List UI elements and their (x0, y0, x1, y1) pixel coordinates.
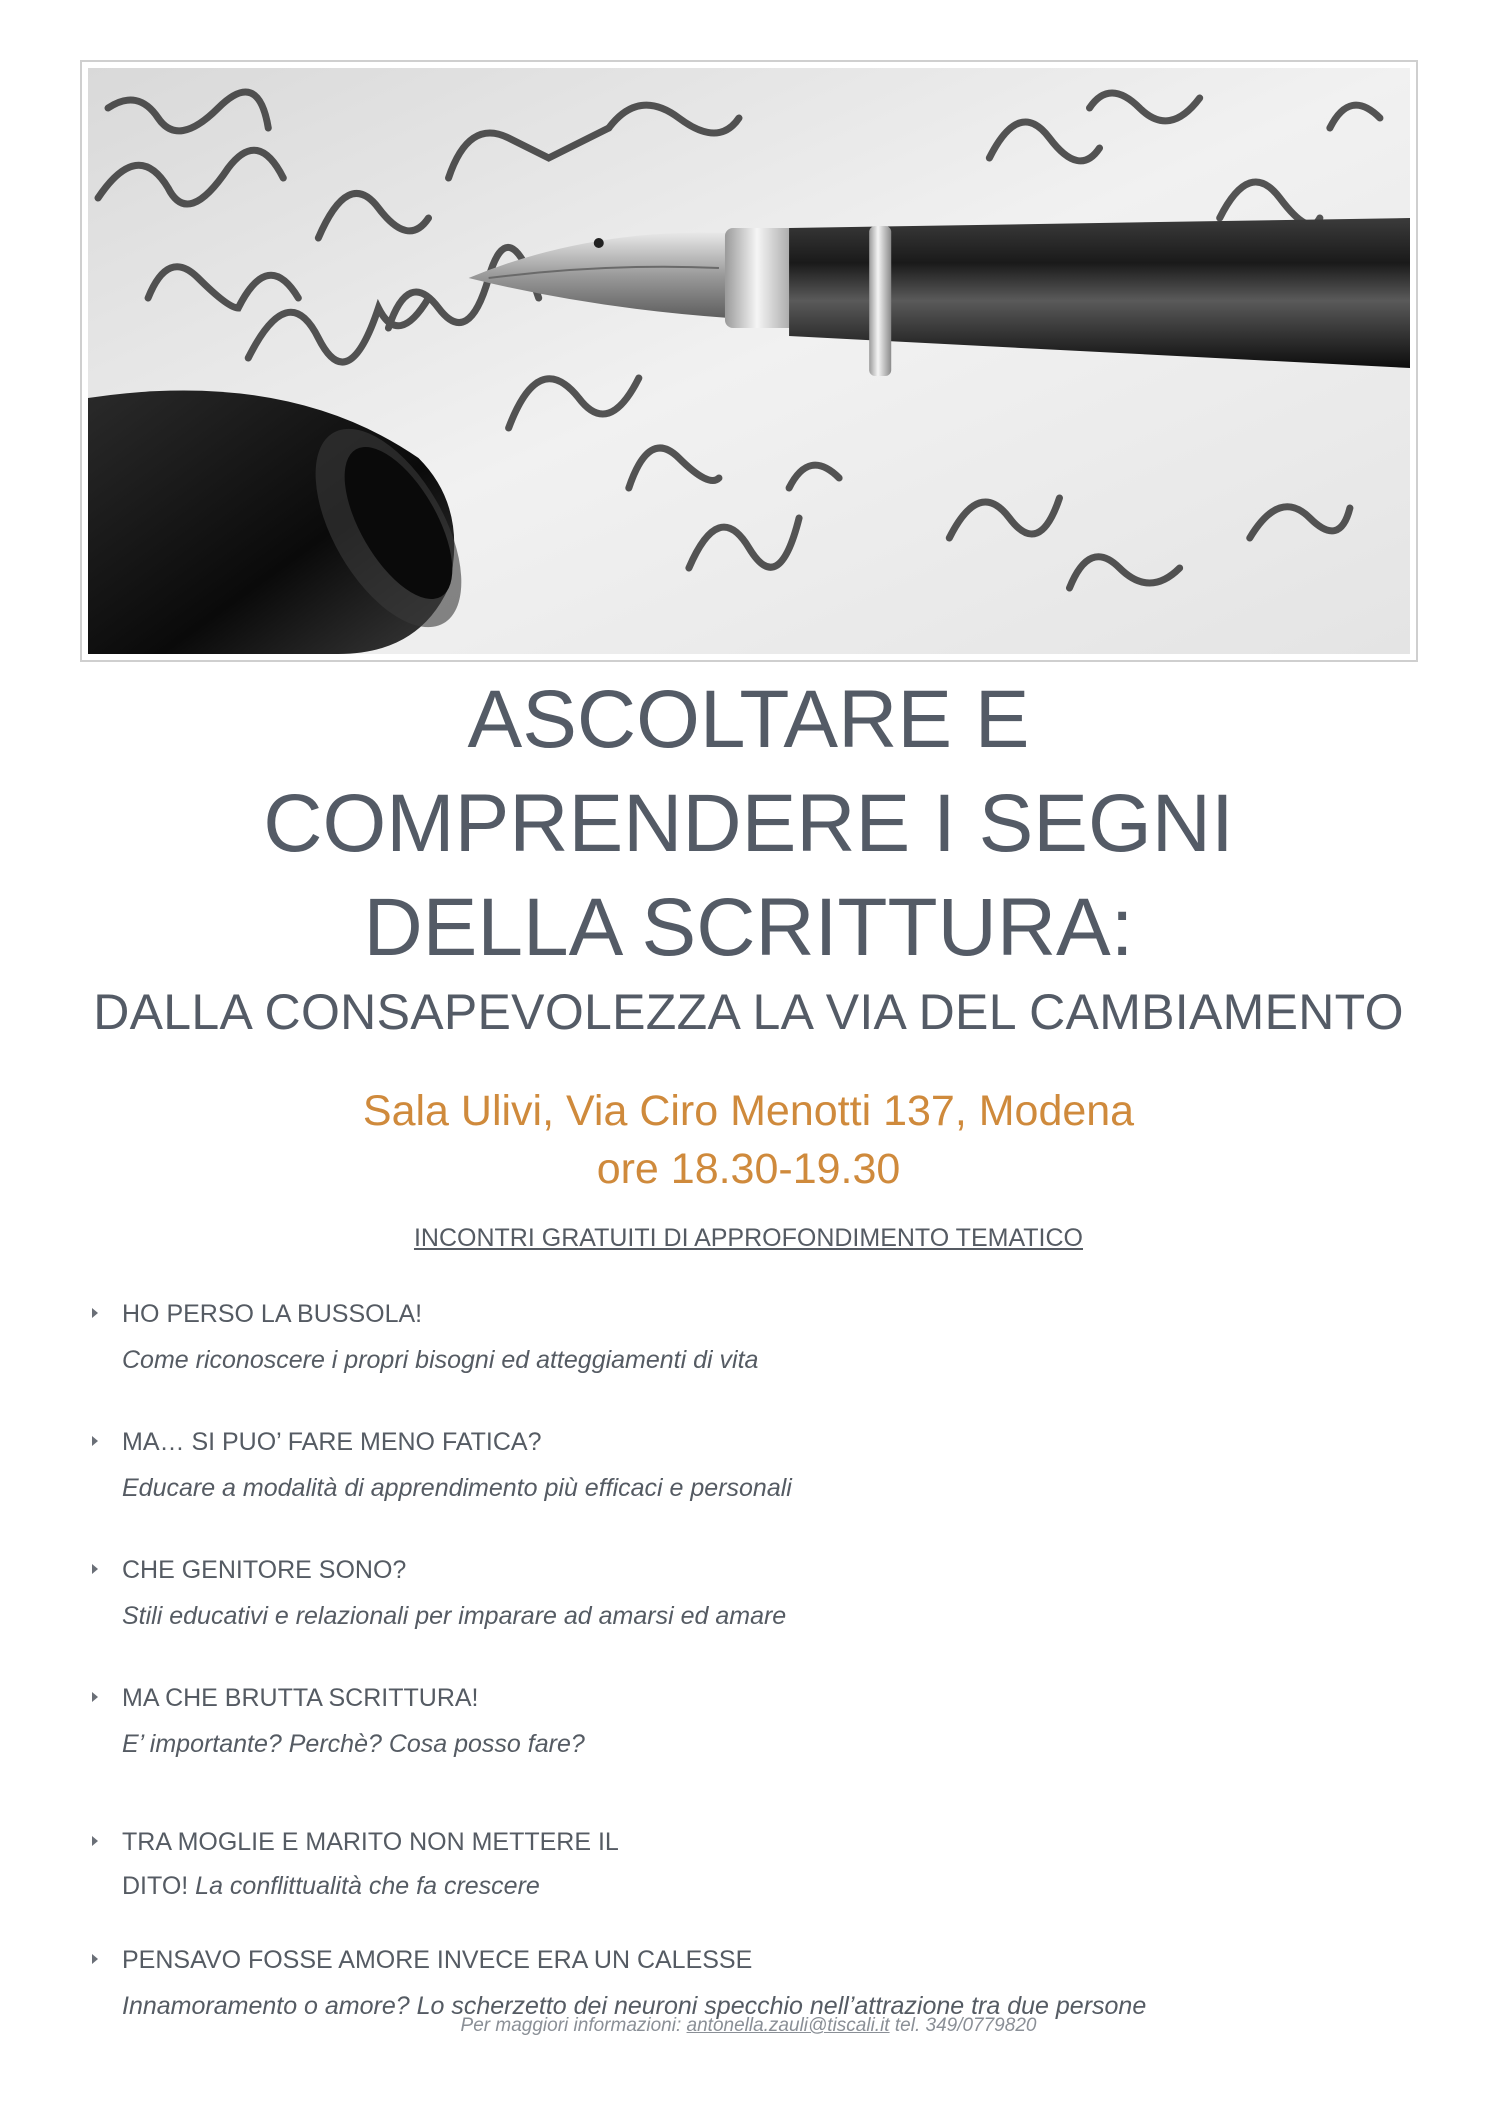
title-line-2: COMPRENDERE I SEGNI (263, 778, 1234, 869)
topic-description: Innamoramento o amore? Lo scherzetto dei neuroni specchio nell’attrazione tra due persone (122, 1992, 1147, 2020)
footer-prefix: Per maggiori informazioni: (460, 2015, 682, 2036)
topic-heading: MA CHE BRUTTA SCRITTURA! (122, 1684, 479, 1712)
fountain-pen-on-handwriting-image (88, 68, 1410, 654)
title-line-1: ASCOLTARE E (467, 674, 1030, 765)
topic-heading: TRA MOGLIE E MARITO NON METTERE IL (122, 1828, 619, 1856)
topic-heading-continued (122, 1872, 540, 1901)
topic-description: La conflittualità che fa crescere (195, 1872, 540, 1900)
bullet-icon (92, 1836, 98, 1846)
intro-heading: INCONTRI GRATUITI DI APPROFONDIMENTO TEMATICO (413, 1224, 1083, 1252)
bullet-icon (92, 1692, 98, 1702)
bullet-icon (92, 1308, 98, 1318)
topic-heading: HO PERSO LA BUSSOLA! (122, 1300, 423, 1328)
venue-info (0, 1082, 1497, 1198)
venue-time: ore 18.30-19.30 (596, 1145, 901, 1193)
topic-description: E’ importante? Perchè? Cosa posso fare? (122, 1730, 585, 1758)
topic-heading: MA… SI PUO’ FARE MENO FATICA? (122, 1428, 542, 1456)
footer-contact (0, 2015, 1497, 2037)
venue-address: Sala Ulivi, Via Ciro Menotti 137, Modena (362, 1087, 1135, 1135)
topic-heading-tail: DITO! (122, 1872, 189, 1900)
bullet-icon (92, 1564, 98, 1574)
bullet-icon (92, 1954, 98, 1964)
phone-number: tel. 349/0779820 (894, 2015, 1037, 2036)
topic-description: Stili educativi e relazionali per imparare ad amarsi ed amare (122, 1602, 787, 1630)
topic-description: Educare a modalità di apprendimento più efficaci e personali (122, 1474, 792, 1502)
bullet-icon (92, 1436, 98, 1446)
topic-heading: CHE GENITORE SONO? (122, 1556, 407, 1584)
hero-image (80, 60, 1418, 662)
subtitle: DALLA CONSAPEVOLEZZA LA VIA DEL CAMBIAMENTO (93, 984, 1404, 1040)
topic-description: Come riconoscere i propri bisogni ed atteggiamenti di vita (122, 1346, 759, 1374)
topic-heading: PENSAVO FOSSE AMORE INVECE ERA UN CALESSE (122, 1946, 753, 1974)
title-line-3: DELLA SCRITTURA: (363, 882, 1134, 973)
page-title (0, 668, 1497, 980)
email-link[interactable]: antonella.zauli@tiscali.it (686, 2015, 890, 2036)
